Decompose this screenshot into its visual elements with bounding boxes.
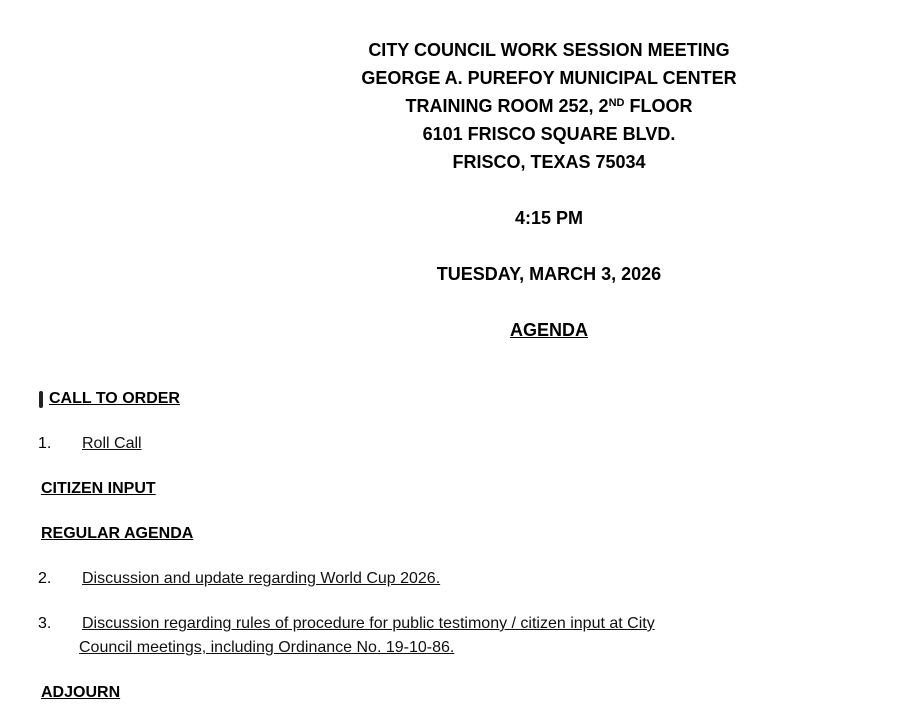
section-call-to-order: CALL TO ORDER xyxy=(49,390,180,407)
item-2-number: 2. xyxy=(38,570,52,587)
section-adjourn: ADJOURN xyxy=(41,684,121,701)
agenda-title-text: AGENDA xyxy=(509,320,588,340)
meeting-time: 4:15 PM xyxy=(514,208,584,228)
section-regular-agenda: REGULAR AGENDA xyxy=(41,525,194,542)
text-cursor-marker xyxy=(39,391,43,408)
meeting-date: TUESDAY, MARCH 3, 2026 xyxy=(436,264,662,284)
venue-room-prefix: TRAINING ROOM 252, 2 xyxy=(405,96,609,116)
item-2-link[interactable]: Discussion and update regarding World Cup 2026. xyxy=(82,570,441,587)
venue-room-ordinal: ND xyxy=(608,97,625,109)
item-3-link-line2[interactable]: Council meetings, including Ordinance No. 19-10-86. xyxy=(79,639,455,656)
item-3-link-line1[interactable]: Discussion regarding rules of procedure for public testimony / citizen input at City xyxy=(82,615,655,632)
venue-room xyxy=(199,95,899,120)
venue-name: GEORGE A. PUREFOY MUNICIPAL CENTER xyxy=(361,68,737,88)
venue-city: FRISCO, TEXAS 75034 xyxy=(452,152,646,172)
meeting-title: CITY COUNCIL WORK SESSION MEETING xyxy=(368,40,730,60)
section-citizen-input: CITIZEN INPUT xyxy=(41,480,156,497)
item-3-number: 3. xyxy=(38,615,52,632)
venue-street: 6101 FRISCO SQUARE BLVD. xyxy=(422,124,676,144)
venue-room-suffix: FLOOR xyxy=(624,96,693,116)
agenda-title xyxy=(199,319,899,341)
item-1-link[interactable]: Roll Call xyxy=(82,435,142,452)
item-1-number: 1. xyxy=(38,435,52,452)
